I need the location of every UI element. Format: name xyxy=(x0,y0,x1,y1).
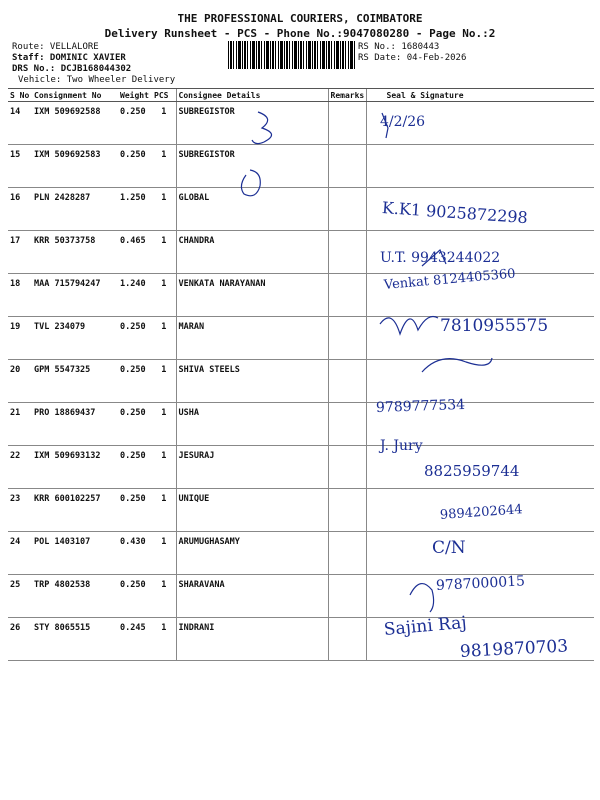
cell-consignee: SHIVA STEELS xyxy=(176,360,328,403)
handwritten-name-26: Sajini Raj xyxy=(383,612,468,640)
cell-sno: 19 xyxy=(8,317,32,360)
handwritten-phone-26: 9819870703 xyxy=(459,636,569,662)
cell-weight: 0.250 xyxy=(118,145,152,188)
company-heading: THE PROFESSIONAL COURIERS, COIMBATORE xyxy=(177,12,423,25)
cell-sno: 23 xyxy=(8,489,32,532)
vehicle-label: Vehicle: Two Wheeler Delivery xyxy=(18,75,176,85)
col-seal-signature: Seal & Signature xyxy=(366,89,594,102)
cell-weight: 0.465 xyxy=(118,231,152,274)
cell-pcs: 1 xyxy=(152,618,176,661)
cell-sno: 24 xyxy=(8,532,32,575)
cell-weight: 0.245 xyxy=(118,618,152,661)
cell-sno: 18 xyxy=(8,274,32,317)
cell-weight: 0.250 xyxy=(118,403,152,446)
cell-sno: 16 xyxy=(8,188,32,231)
cell-weight: 0.250 xyxy=(118,575,152,618)
cell-pcs: 1 xyxy=(152,317,176,360)
cell-pcs: 1 xyxy=(152,145,176,188)
cell-weight: 1.240 xyxy=(118,274,152,317)
cell-consignment-no: IXM 509693132 xyxy=(32,446,118,489)
cell-consignment-no: STY 8065515 xyxy=(32,618,118,661)
cell-sno: 14 xyxy=(8,102,32,145)
handwritten-signature-18b: Venkat 8124405360 xyxy=(383,266,517,293)
cell-pcs: 1 xyxy=(152,532,176,575)
handwritten-cn: C/N xyxy=(432,538,466,558)
handwritten-phone-21: 9789777534 xyxy=(375,396,466,416)
handwritten-signature-18a: U.T. 9943244022 xyxy=(380,250,501,266)
cell-sno: 15 xyxy=(8,145,32,188)
col-pcs: PCS xyxy=(152,89,176,102)
cell-sno: 26 xyxy=(8,618,32,661)
cell-weight: 0.250 xyxy=(118,317,152,360)
cell-consignment-no: TRP 4802538 xyxy=(32,575,118,618)
cell-pcs: 1 xyxy=(152,575,176,618)
cell-weight: 0.430 xyxy=(118,532,152,575)
cell-pcs: 1 xyxy=(152,403,176,446)
cell-consignee: CHANDRA xyxy=(176,231,328,274)
cell-pcs: 1 xyxy=(152,274,176,317)
cell-consignment-no: TVL 234079 xyxy=(32,317,118,360)
col-consignment-no: Consignment No xyxy=(32,89,118,102)
handwritten-date: 4/2/26 xyxy=(380,114,426,130)
cell-pcs: 1 xyxy=(152,360,176,403)
handwritten-signature-17: K.K1 9025872298 xyxy=(381,198,529,228)
handwritten-signature-22: J. Jury xyxy=(380,438,423,454)
cell-consignment-no: GPM 5547325 xyxy=(32,360,118,403)
handwritten-phone-23: 9894202644 xyxy=(439,502,524,523)
cell-consignee: ARUMUGHASAMY xyxy=(176,532,328,575)
cell-consignment-no: MAA 715794247 xyxy=(32,274,118,317)
cell-weight: 1.250 xyxy=(118,188,152,231)
runsheet-title: Delivery Runsheet - PCS - Phone No.:9047080280 - Page No.:2 xyxy=(104,27,496,40)
cell-consignee: JESURAJ xyxy=(176,446,328,489)
cell-consignee: UNIQUE xyxy=(176,489,328,532)
cell-consignee: VENKATA NARAYANAN xyxy=(176,274,328,317)
cell-pcs: 1 xyxy=(152,446,176,489)
cell-consignee: SUBREGISTOR xyxy=(176,145,328,188)
cell-consignment-no: IXM 509692583 xyxy=(32,145,118,188)
cell-pcs: 1 xyxy=(152,102,176,145)
cell-weight: 0.250 xyxy=(118,102,152,145)
cell-consignment-no: KRR 50373758 xyxy=(32,231,118,274)
staff-label: Staff: DOMINIC XAVIER xyxy=(12,53,126,63)
col-consignee: Consignee Details xyxy=(176,89,328,102)
drs-number: DRS No.: DCJB168044302 xyxy=(12,64,132,74)
cell-weight: 0.250 xyxy=(118,446,152,489)
cell-consignment-no: PLN 2428287 xyxy=(32,188,118,231)
cell-sno: 17 xyxy=(8,231,32,274)
cell-pcs: 1 xyxy=(152,231,176,274)
cell-weight: 0.250 xyxy=(118,489,152,532)
cell-sno: 25 xyxy=(8,575,32,618)
cell-consignee: GLOBAL xyxy=(176,188,328,231)
cell-consignment-no: IXM 509692588 xyxy=(32,102,118,145)
handwritten-phone-19: 7810955575 xyxy=(440,316,549,336)
rs-date: RS Date: 04-Feb-2026 xyxy=(358,53,467,63)
cell-consignee: SHARAVANA xyxy=(176,575,328,618)
cell-consignment-no: PRO 18869437 xyxy=(32,403,118,446)
col-remarks: Remarks xyxy=(328,89,366,102)
handwritten-phone-25: 9787000015 xyxy=(435,573,526,594)
cell-sno: 21 xyxy=(8,403,32,446)
cell-consignee: USHA xyxy=(176,403,328,446)
cell-sno: 20 xyxy=(8,360,32,403)
col-sno: S No xyxy=(8,89,32,102)
cell-pcs: 1 xyxy=(152,188,176,231)
cell-weight: 0.250 xyxy=(118,360,152,403)
cell-consignee: MARAN xyxy=(176,317,328,360)
cell-consignee: INDRANI xyxy=(176,618,328,661)
cell-consignee: SUBREGISTOR xyxy=(176,102,328,145)
rs-number: RS No.: 1680443 xyxy=(358,42,440,52)
cell-sno: 22 xyxy=(8,446,32,489)
route-label: Route: VELLALORE xyxy=(12,42,99,52)
col-weight: Weight xyxy=(118,89,152,102)
cell-pcs: 1 xyxy=(152,489,176,532)
handwritten-phone-22: 8825959744 xyxy=(424,462,520,480)
cell-consignment-no: POL 1403107 xyxy=(32,532,118,575)
cell-consignment-no: KRR 600102257 xyxy=(32,489,118,532)
